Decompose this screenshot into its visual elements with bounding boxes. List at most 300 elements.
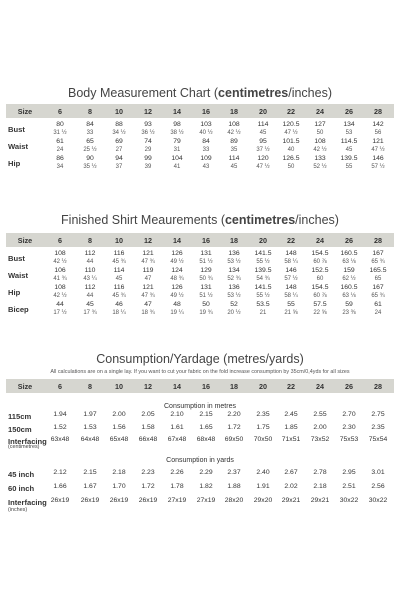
consumption-value: 2.20 (227, 411, 241, 418)
inch-value: 47 (144, 276, 152, 282)
cm-value: 52 (230, 301, 238, 308)
shirt-chart-title: Finished Shirt Meaurements (centimetres/inches) (61, 213, 339, 227)
inch-value: 45 (115, 276, 123, 282)
cm-value: 121 (372, 138, 384, 145)
size-header-cell: 6 (58, 235, 62, 245)
cm-value: 165.5 (369, 267, 387, 274)
inch-value: 65 ¾ (371, 259, 385, 265)
inch-value: 54 ¾ (256, 276, 270, 282)
consumption-value: 1.61 (170, 424, 184, 431)
inch-value: 45 ¾ (112, 259, 126, 265)
consumption-value: 2.67 (284, 469, 298, 476)
cm-value: 167 (372, 250, 384, 257)
consumption-note: All calculations are on a single lay. If you want to cut your fabric on the fold increase consumption by 35cm/0,4yds for all sizes (50, 369, 350, 375)
consumption-size-header (6, 379, 394, 393)
inch-value: 20 ½ (227, 310, 241, 316)
size-header-cell: 8 (88, 235, 92, 245)
cm-value: 114 (113, 267, 125, 274)
metres-subheading: Consumption in metres (164, 403, 236, 410)
cm-value: 129 (200, 267, 212, 274)
consumption-value: 26x19 (109, 497, 129, 504)
row-label: Interfacing (8, 436, 47, 446)
inch-value: 22 ⅝ (313, 310, 327, 316)
inch-value: 18 ¼ (112, 310, 126, 316)
row-label: Bust (8, 254, 25, 263)
inch-value: 45 (230, 164, 238, 170)
consumption-value: 1.53 (83, 424, 97, 431)
consumption-value: 75x54 (368, 436, 388, 443)
consumption-value: 69x50 (224, 436, 244, 443)
cm-value: 94 (115, 155, 123, 162)
consumption-value: 2.18 (112, 469, 126, 476)
inch-value: 47 ½ (256, 164, 270, 170)
cm-value: 148 (285, 250, 297, 257)
consumption-value: 2.05 (141, 411, 155, 418)
cm-value: 98 (173, 121, 181, 128)
size-header-cell: 18 (230, 235, 238, 245)
inch-value: 55 (345, 164, 353, 170)
interfacing-unit-cm: (centimetres) (8, 444, 40, 450)
inch-value: 44 (86, 293, 94, 299)
inch-value: 23 ⅜ (342, 310, 356, 316)
size-header-cell: 26 (345, 106, 353, 116)
consumption-value: 73x52 (310, 436, 330, 443)
size-header-cell: 22 (287, 381, 295, 391)
cm-value: 114.5 (340, 138, 358, 145)
inch-value: 31 (173, 147, 181, 153)
inch-value: 34 ½ (112, 130, 126, 136)
size-header-cell: 6 (58, 381, 62, 391)
size-header-cell: 10 (115, 381, 123, 391)
consumption-value: 64x48 (80, 436, 100, 443)
consumption-value: 1.52 (53, 424, 67, 431)
inch-value: 17 ¾ (83, 310, 97, 316)
row-label: Hip (8, 288, 21, 297)
cm-value: 116 (113, 250, 125, 257)
cm-value: 93 (144, 121, 152, 128)
consumption-value: 2.00 (112, 411, 126, 418)
consumption-value: 2.37 (227, 469, 241, 476)
consumption-value: 1.67 (83, 483, 97, 490)
size-header-cell: 8 (88, 381, 92, 391)
cm-value: 101.5 (282, 138, 300, 145)
size-header-cell: 10 (115, 106, 123, 116)
consumption-value: 2.26 (170, 469, 184, 476)
inch-value: 58 ¼ (284, 293, 298, 299)
consumption-value: 27x19 (196, 497, 216, 504)
cm-value: 99 (144, 155, 152, 162)
cm-value: 108 (314, 138, 326, 145)
cm-value: 134 (228, 267, 240, 274)
cm-value: 86 (56, 155, 64, 162)
inch-value: 57 ½ (284, 276, 298, 282)
size-header-cell: 20 (259, 381, 267, 391)
inch-value: 42 ½ (313, 147, 327, 153)
inch-value: 37 (115, 164, 123, 170)
consumption-value: 1.94 (53, 411, 67, 418)
inch-value: 55 ½ (256, 259, 270, 265)
consumption-value: 1.97 (83, 411, 97, 418)
cm-value: 74 (144, 138, 152, 145)
size-header-cell: 10 (115, 235, 123, 245)
consumption-value: 71x51 (281, 436, 301, 443)
cm-value: 55 (287, 301, 295, 308)
cm-value: 106 (54, 267, 66, 274)
inch-value: 45 ¾ (112, 293, 126, 299)
size-header-label: Size (17, 106, 33, 116)
inch-value: 47 ½ (371, 147, 385, 153)
body-size-header (6, 104, 394, 118)
cm-value: 65 (86, 138, 94, 145)
row-label: 45 inch (8, 469, 35, 479)
consumption-value: 1.82 (199, 483, 213, 490)
row-label: 150cm (8, 424, 32, 434)
cm-value: 141.5 (254, 250, 272, 257)
cm-value: 88 (115, 121, 123, 128)
inch-value: 45 (345, 147, 353, 153)
consumption-value: 2.78 (313, 469, 327, 476)
consumption-value: 1.78 (170, 483, 184, 490)
size-header-cell: 18 (230, 106, 238, 116)
inch-value: 47 ½ (284, 130, 298, 136)
row-label: Hip (8, 159, 21, 168)
inch-value: 56 (374, 130, 382, 136)
cm-value: 59 (345, 301, 353, 308)
cm-value: 89 (230, 138, 238, 145)
inch-value: 49 ½ (170, 259, 184, 265)
cm-value: 148 (285, 284, 297, 291)
inch-value: 42 ½ (227, 130, 241, 136)
inch-value: 60 (316, 276, 324, 282)
consumption-value: 63x48 (50, 436, 70, 443)
cm-value: 103 (200, 121, 212, 128)
cm-value: 146 (285, 267, 297, 274)
size-header-cell: 18 (230, 381, 238, 391)
size-header-cell: 28 (374, 235, 382, 245)
inch-value: 60 ⅞ (313, 259, 327, 265)
inch-value: 19 ¼ (170, 310, 184, 316)
cm-value: 114 (228, 155, 240, 162)
consumption-value: 2.75 (371, 411, 385, 418)
inch-value: 35 ½ (83, 164, 97, 170)
consumption-value: 26x19 (138, 497, 158, 504)
cm-value: 46 (115, 301, 123, 308)
cm-value: 120.5 (282, 121, 300, 128)
inch-value: 65 ¾ (371, 293, 385, 299)
cm-value: 136 (228, 284, 240, 291)
cm-value: 48 (173, 301, 181, 308)
row-label: Waist (8, 142, 28, 151)
inch-value: 38 ½ (170, 130, 184, 136)
inch-value: 51 ½ (199, 293, 213, 299)
consumption-value: 1.72 (141, 483, 155, 490)
inch-value: 51 ½ (199, 259, 213, 265)
cm-value: 53.5 (256, 301, 270, 308)
inch-value: 37 ½ (256, 147, 270, 153)
inch-value: 24 (374, 310, 382, 316)
consumption-value: 2.10 (170, 411, 184, 418)
consumption-value: 1.88 (227, 483, 241, 490)
size-header-cell: 8 (88, 106, 92, 116)
consumption-value: 1.70 (112, 483, 126, 490)
inch-value: 36 ½ (141, 130, 155, 136)
cm-value: 121 (142, 250, 154, 257)
inch-value: 18 ¾ (141, 310, 155, 316)
consumption-value: 1.66 (53, 483, 67, 490)
cm-value: 142 (372, 121, 384, 128)
consumption-value: 29x21 (310, 497, 330, 504)
cm-value: 108 (54, 250, 66, 257)
cm-value: 159 (343, 267, 355, 274)
cm-value: 84 (202, 138, 210, 145)
row-label: Waist (8, 271, 28, 280)
inch-value: 63 ⅛ (342, 293, 356, 299)
inch-value: 35 (230, 147, 238, 153)
consumption-value: 2.23 (141, 469, 155, 476)
cm-value: 139.5 (340, 155, 358, 162)
size-header-cell: 22 (287, 235, 295, 245)
inch-value: 63 ⅛ (342, 259, 356, 265)
size-header-label: Size (17, 381, 33, 391)
consumption-value: 2.45 (284, 411, 298, 418)
cm-value: 112 (84, 284, 96, 291)
inch-value: 53 (345, 130, 353, 136)
cm-value: 154.5 (311, 250, 329, 257)
size-header-cell: 16 (202, 235, 210, 245)
inch-value: 21 ⅝ (284, 310, 298, 316)
consumption-value: 75x53 (339, 436, 359, 443)
cm-value: 69 (115, 138, 123, 145)
consumption-value: 2.35 (371, 424, 385, 431)
size-header-cell: 12 (144, 235, 152, 245)
cm-value: 134 (343, 121, 355, 128)
inch-value: 57 ½ (371, 164, 385, 170)
cm-value: 120 (257, 155, 269, 162)
cm-value: 119 (142, 267, 154, 274)
consumption-value: 2.55 (313, 411, 327, 418)
row-label: Interfacing (8, 497, 47, 507)
inch-value: 17 ½ (53, 310, 67, 316)
cm-value: 136 (228, 250, 240, 257)
cm-value: 131 (200, 250, 212, 257)
inch-value: 29 (144, 147, 152, 153)
consumption-value: 2.30 (342, 424, 356, 431)
cm-value: 57.5 (313, 301, 327, 308)
consumption-value: 2.00 (313, 424, 327, 431)
consumption-value: 2.35 (256, 411, 270, 418)
cm-value: 160.5 (340, 250, 358, 257)
consumption-value: 66x48 (138, 436, 158, 443)
consumption-value: 3.01 (371, 469, 385, 476)
size-header-cell: 26 (345, 381, 353, 391)
cm-value: 95 (259, 138, 267, 145)
cm-value: 154.5 (311, 284, 329, 291)
cm-value: 110 (84, 267, 96, 274)
consumption-value: 2.70 (342, 411, 356, 418)
inch-value: 21 (259, 310, 267, 316)
row-label: Bicep (8, 305, 29, 314)
inch-value: 34 (56, 164, 64, 170)
inch-value: 47 ¾ (141, 293, 155, 299)
consumption-value: 65x48 (109, 436, 129, 443)
consumption-value: 1.65 (199, 424, 213, 431)
consumption-value: 1.72 (227, 424, 241, 431)
consumption-value: 2.29 (199, 469, 213, 476)
consumption-value: 1.75 (256, 424, 270, 431)
inch-value: 24 (56, 147, 64, 153)
interfacing-unit-in: (inches) (8, 507, 28, 513)
cm-value: 79 (173, 138, 181, 145)
size-header-cell: 12 (144, 381, 152, 391)
cm-value: 146 (372, 155, 384, 162)
cm-value: 126 (171, 250, 183, 257)
consumption-value: 2.40 (256, 469, 270, 476)
size-header-cell: 24 (316, 381, 324, 391)
inch-value: 47 ¾ (141, 259, 155, 265)
cm-value: 141.5 (254, 284, 272, 291)
consumption-value: 2.15 (83, 469, 97, 476)
inch-value: 62 ½ (342, 276, 356, 282)
size-header-cell: 28 (374, 381, 382, 391)
inch-value: 39 (144, 164, 152, 170)
consumption-value: 1.56 (112, 424, 126, 431)
cm-value: 45 (86, 301, 94, 308)
row-label: Bust (8, 125, 25, 134)
inch-value: 42 ½ (53, 259, 67, 265)
inch-value: 60 ⅞ (313, 293, 327, 299)
cm-value: 126 (171, 284, 183, 291)
inch-value: 58 ¼ (284, 259, 298, 265)
cm-value: 112 (84, 250, 96, 257)
size-header-cell: 12 (144, 106, 152, 116)
inch-value: 44 (86, 259, 94, 265)
consumption-value: 29x20 (253, 497, 273, 504)
consumption-value: 1.91 (256, 483, 270, 490)
consumption-value: 70x50 (253, 436, 273, 443)
cm-value: 139.5 (254, 267, 272, 274)
inch-value: 50 ¾ (199, 276, 213, 282)
consumption-value: 26x19 (80, 497, 100, 504)
inch-value: 45 (259, 130, 267, 136)
inch-value: 53 ½ (227, 293, 241, 299)
cm-value: 167 (372, 284, 384, 291)
size-header-cell: 20 (259, 106, 267, 116)
size-header-cell: 6 (58, 106, 62, 116)
consumption-value: 2.95 (342, 469, 356, 476)
inch-value: 41 ¾ (53, 276, 67, 282)
inch-value: 52 ¾ (227, 276, 241, 282)
consumption-value: 68x48 (196, 436, 216, 443)
size-header-cell: 16 (202, 106, 210, 116)
size-header-cell: 14 (173, 106, 181, 116)
consumption-value: 2.02 (284, 483, 298, 490)
cm-value: 47 (144, 301, 152, 308)
inch-value: 33 (202, 147, 210, 153)
consumption-value: 30x22 (339, 497, 359, 504)
cm-value: 104 (171, 155, 183, 162)
inch-value: 50 (316, 130, 324, 136)
cm-value: 108 (228, 121, 240, 128)
cm-value: 84 (86, 121, 94, 128)
size-header-cell: 16 (202, 381, 210, 391)
yards-subheading: Consumption in yards (166, 457, 234, 464)
size-header-cell: 14 (173, 381, 181, 391)
inch-value: 19 ¾ (199, 310, 213, 316)
consumption-value: 28x20 (224, 497, 244, 504)
consumption-value: 2.12 (53, 469, 67, 476)
inch-value: 55 ½ (256, 293, 270, 299)
size-header-cell: 22 (287, 106, 295, 116)
cm-value: 90 (86, 155, 94, 162)
cm-value: 152.5 (311, 267, 329, 274)
inch-value: 25 ½ (83, 147, 97, 153)
inch-value: 33 (86, 130, 94, 136)
cm-value: 61 (374, 301, 382, 308)
consumption-value: 27x19 (167, 497, 187, 504)
inch-value: 43 (202, 164, 210, 170)
inch-value: 48 ¾ (170, 276, 184, 282)
consumption-value: 2.15 (199, 411, 213, 418)
inch-value: 65 (374, 276, 382, 282)
shirt-size-header (6, 233, 394, 247)
consumption-value: 2.51 (342, 483, 356, 490)
size-header-cell: 24 (316, 235, 324, 245)
cm-value: 116 (113, 284, 125, 291)
cm-value: 124 (171, 267, 183, 274)
consumption-value: 2.56 (371, 483, 385, 490)
consumption-value: 1.85 (284, 424, 298, 431)
size-header-cell: 20 (259, 235, 267, 245)
cm-value: 61 (56, 138, 64, 145)
size-header-label: Size (17, 235, 33, 245)
inch-value: 40 ½ (199, 130, 213, 136)
inch-value: 43 ¼ (83, 276, 97, 282)
body-chart-title: Body Measurement Chart (centimetres/inches) (67, 86, 333, 100)
size-header-cell: 26 (345, 235, 353, 245)
inch-value: 40 (287, 147, 295, 153)
inch-value: 42 ½ (53, 293, 67, 299)
inch-value: 31 ½ (53, 130, 67, 136)
cm-value: 50 (202, 301, 210, 308)
size-header-cell: 24 (316, 106, 324, 116)
cm-value: 160.5 (340, 284, 358, 291)
cm-value: 114 (257, 121, 269, 128)
consumption-value: 29x21 (281, 497, 301, 504)
consumption-value: 30x22 (368, 497, 388, 504)
cm-value: 109 (200, 155, 212, 162)
cm-value: 121 (142, 284, 154, 291)
consumption-value: 67x48 (167, 436, 187, 443)
cm-value: 44 (56, 301, 64, 308)
cm-value: 126.5 (282, 155, 300, 162)
inch-value: 53 ½ (227, 259, 241, 265)
consumption-value: 1.58 (141, 424, 155, 431)
inch-value: 52 ½ (313, 164, 327, 170)
row-label: 60 inch (8, 483, 35, 493)
cm-value: 131 (200, 284, 212, 291)
cm-value: 108 (54, 284, 66, 291)
cm-value: 133 (314, 155, 326, 162)
cm-value: 80 (56, 121, 64, 128)
inch-value: 49 ½ (170, 293, 184, 299)
size-header-cell: 28 (374, 106, 382, 116)
consumption-value: 2.18 (313, 483, 327, 490)
inch-value: 50 (287, 164, 295, 170)
inch-value: 41 (173, 164, 181, 170)
consumption-title: Consumption/Yardage (metres/yards) (96, 352, 304, 366)
consumption-value: 26x19 (50, 497, 70, 504)
size-header-cell: 14 (173, 235, 181, 245)
